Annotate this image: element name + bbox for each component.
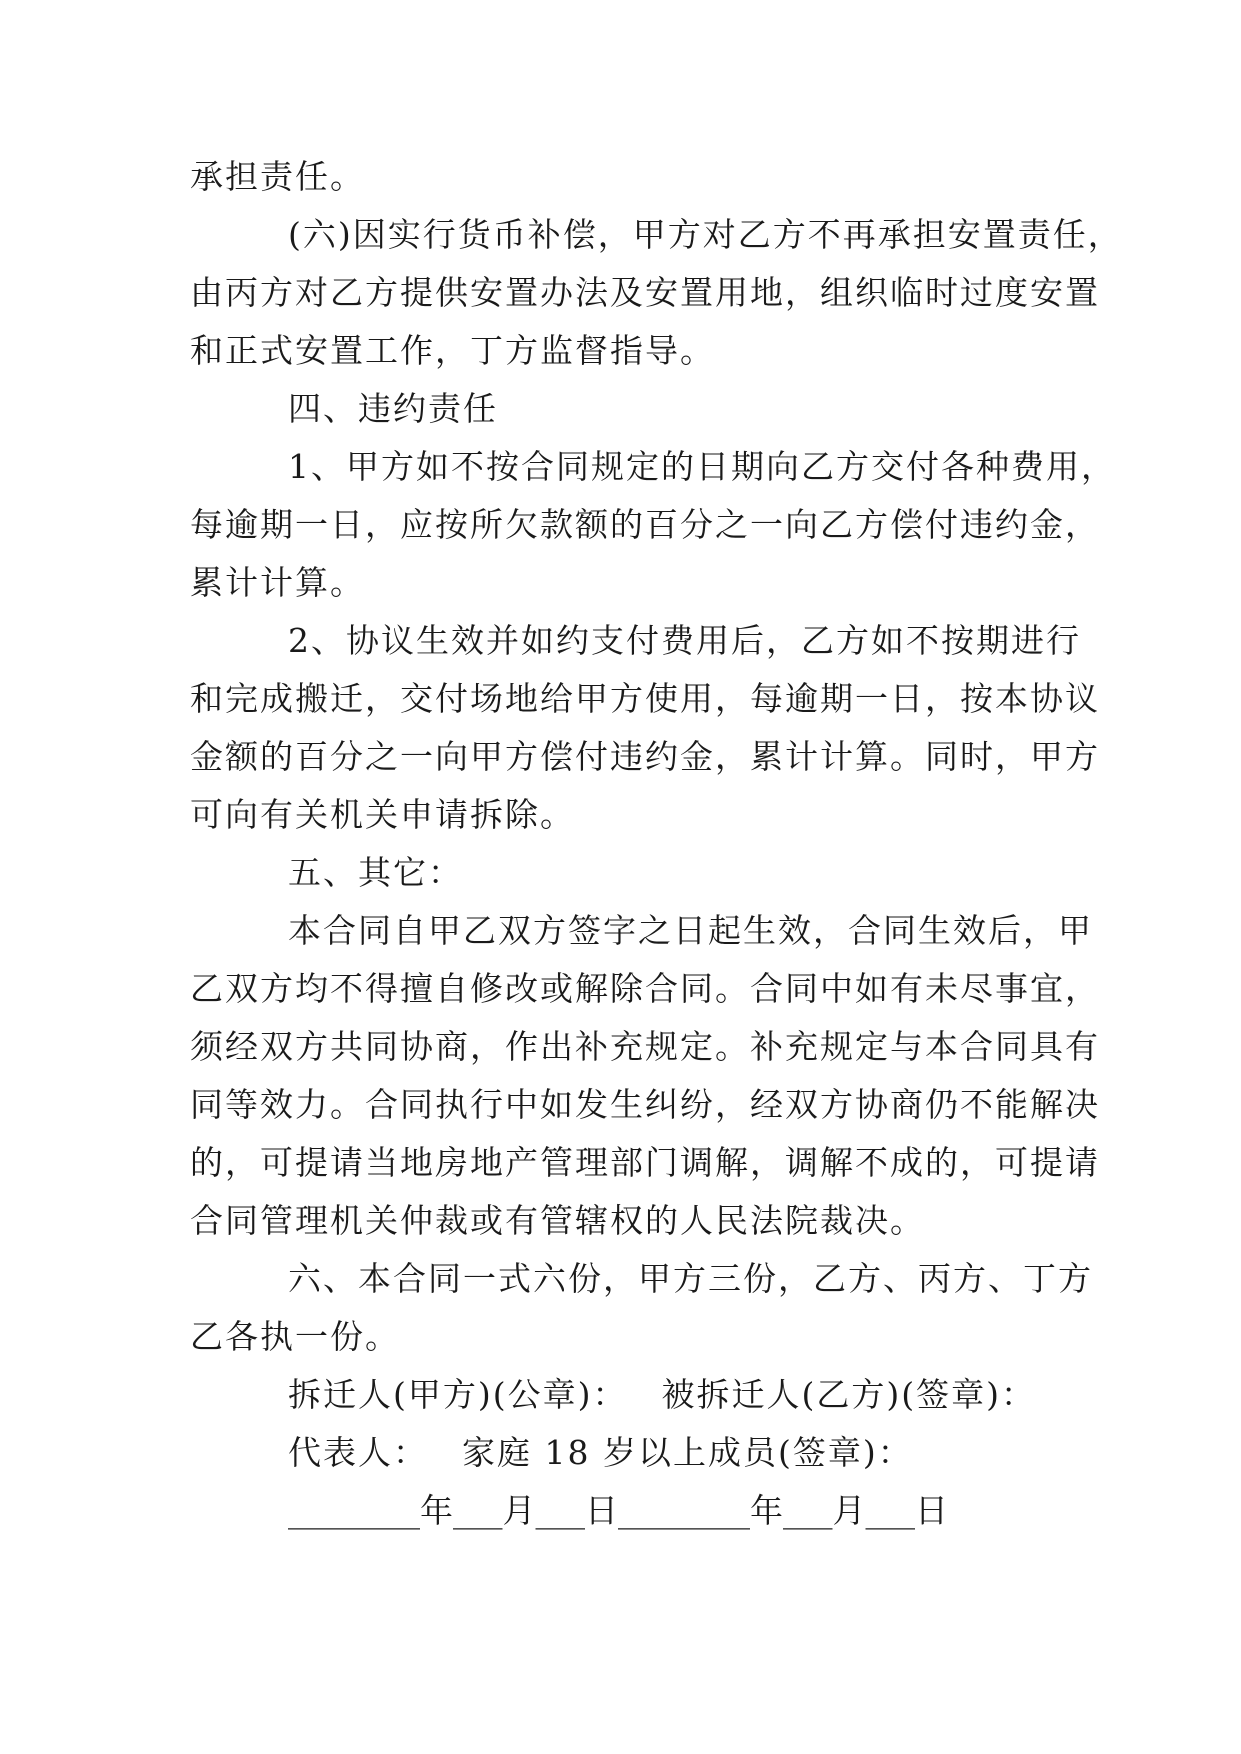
paragraph-line: 六、本合同一式六份，甲方三份，乙方、丙方、丁方 [288, 1259, 1093, 1298]
paragraph-line: 和完成搬迁，交付场地给甲方使用，每逾期一日，按本协议 [190, 679, 1100, 718]
paragraph-line: 2、协议生效并如约支付费用后，乙方如不按期进行 [288, 621, 1081, 660]
paragraph-line: 每逾期一日，应按所欠款额的百分之一向乙方偿付违约金， [190, 505, 1100, 544]
paragraph-line: 和正式安置工作，丁方监督指导。 [190, 331, 715, 370]
signature-row-parties [190, 1366, 1052, 1424]
section-heading: 五、其它： [288, 853, 463, 892]
contract-page [190, 148, 1123, 1540]
section-heading: 四、违约责任 [288, 389, 498, 428]
paragraph-line: 累计计算。 [190, 563, 365, 602]
paragraph-line: 乙双方均不得擅自修改或解除合同。合同中如有未尽事宜， [190, 969, 1100, 1008]
paragraph-line: 1、甲方如不按合同规定的日期向乙方交付各种费用， [288, 447, 1116, 486]
representative-label: 代表人： [288, 1433, 428, 1472]
paragraph-line: 的，可提请当地房地产管理部门调解，调解不成的，可提请 [190, 1143, 1100, 1182]
family-member-signature-label: 家庭 18 岁以上成员(签章)： [462, 1433, 913, 1472]
paragraph-line: 由丙方对乙方提供安置办法及安置用地，组织临时过度安置 [190, 273, 1100, 312]
paragraph-line: 合同管理机关仲裁或有管辖权的人民法院裁决。 [190, 1201, 925, 1240]
paragraph-line: 乙各执一份。 [190, 1317, 400, 1356]
paragraph-line: 本合同自甲乙双方签字之日起生效，合同生效后，甲 [288, 911, 1093, 950]
party-a-signature-label: 拆迁人(甲方)(公章)： [288, 1375, 628, 1414]
paragraph-line: 承担责任。 [190, 157, 365, 196]
paragraph-line: 可向有关机关申请拆除。 [190, 795, 575, 834]
paragraph-line: 同等效力。合同执行中如发生纠纷，经双方协商仍不能解决 [190, 1085, 1100, 1124]
paragraph-line: (六)因实行货币补偿，甲方对乙方不再承担安置责任， [288, 215, 1123, 254]
paragraph-line: 须经双方共同协商，作出补充规定。补充规定与本合同具有 [190, 1027, 1100, 1066]
signature-row-representatives [190, 1424, 1052, 1482]
signature-date-line: ________年___月___日________年___月___日 [288, 1491, 948, 1530]
party-b-signature-label: 被拆迁人(乙方)(签章)： [661, 1375, 1036, 1414]
paragraph-line: 金额的百分之一向甲方偿付违约金，累计计算。同时，甲方 [190, 737, 1100, 776]
